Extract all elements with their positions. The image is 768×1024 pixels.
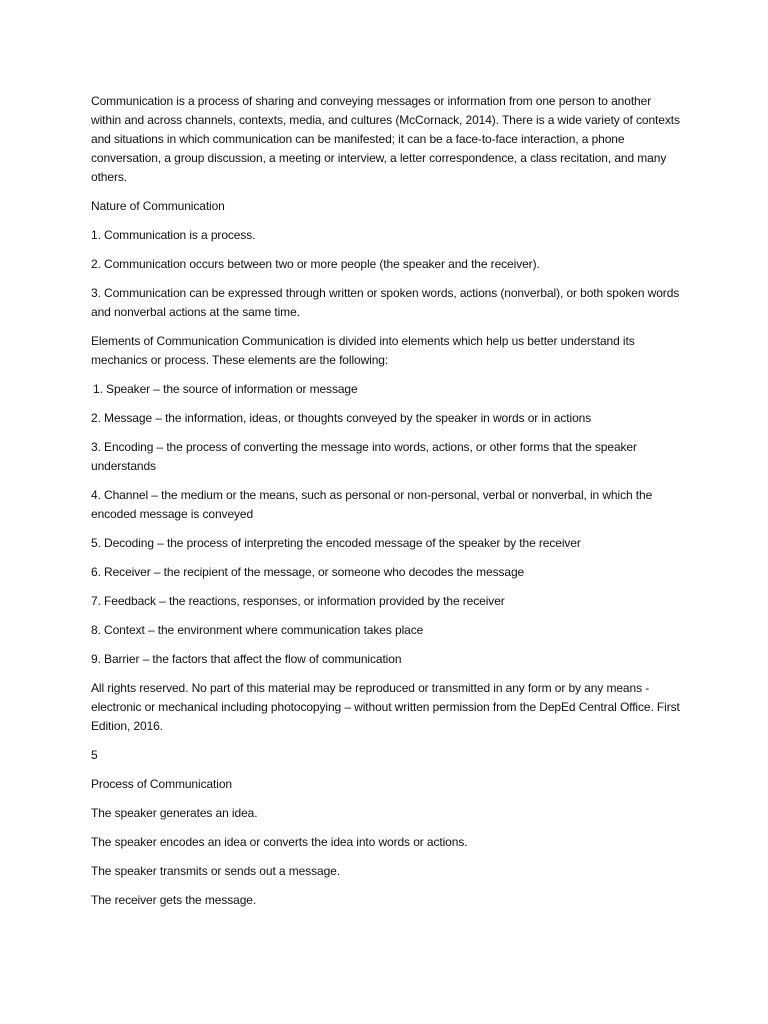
element-item-decoding: 5. Decoding – the process of interpreting the encoded message of the speaker by the receiver: [91, 536, 581, 550]
section-heading-process: Process of Communication: [91, 777, 232, 791]
nature-item-2: 2. Communication occurs between two or more people (the speaker and the receiver).: [91, 257, 540, 271]
copyright-notice: All rights reserved. No part of this material may be reproduced or transmitted in any form or by any means - electronic or mechanical including photocopying – without written permission from the DepEd Central Office. First Edition, 2016.: [91, 681, 680, 733]
document-page: [91, 92, 681, 920]
nature-item-1: 1. Communication is a process.: [91, 228, 256, 242]
section-heading-nature: Nature of Communication: [91, 199, 225, 213]
element-item-channel: 4. Channel – the medium or the means, such as personal or non-personal, verbal or nonverbal, in which the encoded message is conveyed: [91, 488, 653, 521]
nature-item-3: 3. Communication can be expressed through written or spoken words, actions (nonverbal), or both spoken words and nonverbal actions at the same time.: [91, 286, 680, 319]
process-step-3: The speaker transmits or sends out a message.: [91, 864, 340, 878]
element-item-barrier: 9. Barrier – the factors that affect the flow of communication: [91, 652, 402, 666]
process-step-2: The speaker encodes an idea or converts the idea into words or actions.: [91, 835, 468, 849]
process-step-4: The receiver gets the message.: [91, 893, 257, 907]
elements-intro-paragraph: Elements of Communication Communication is divided into elements which help us better understand its mechanics or process. These elements are the following:: [91, 334, 635, 367]
element-item-encoding: 3. Encoding – the process of converting the message into words, actions, or other forms that the speaker understands: [91, 440, 637, 473]
element-item-message: 2. Message – the information, ideas, or thoughts conveyed by the speaker in words or in actions: [91, 411, 592, 425]
process-step-1: The speaker generates an idea.: [91, 806, 258, 820]
element-item-context: 8. Context – the environment where communication takes place: [91, 623, 424, 637]
element-item-feedback: 7. Feedback – the reactions, responses, or information provided by the receiver: [91, 594, 505, 608]
page-number: 5: [91, 748, 98, 762]
element-item-speaker: 1. Speaker – the source of information or message: [93, 382, 358, 396]
intro-paragraph: Communication is a process of sharing and conveying messages or information from one person to another within and across channels, contexts, media, and cultures (McCornack, 2014). There is a wide variety of contexts and situations in which communication can be manifested; it can be a face-to-face interaction, a phone conversation, a group discussion, a meeting or interview, a letter correspondence, a class recitation, and many others.: [91, 94, 680, 184]
element-item-receiver: 6. Receiver – the recipient of the message, or someone who decodes the message: [91, 565, 525, 579]
